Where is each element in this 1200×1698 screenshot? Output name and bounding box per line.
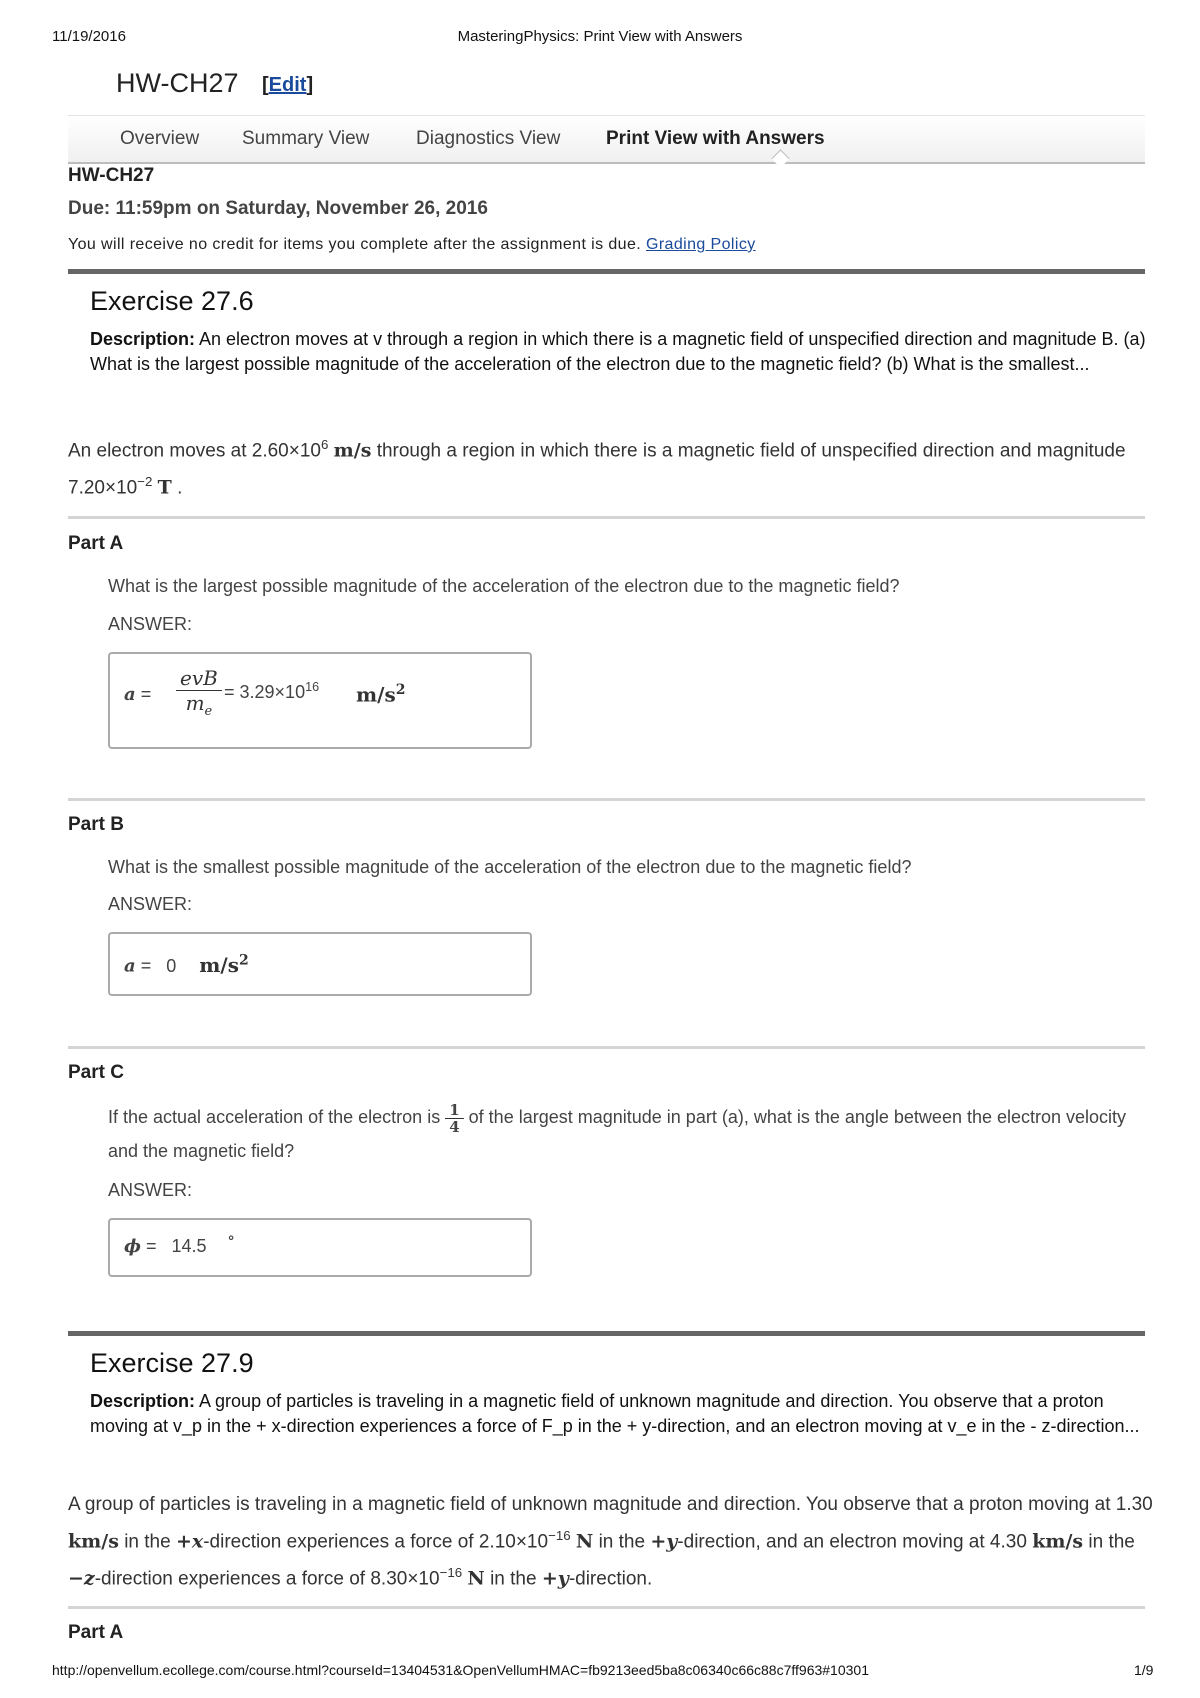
print-date: 11/19/2016 (52, 28, 126, 45)
edit-bracket-close: ] (306, 74, 314, 96)
part-b-answer-box (108, 932, 532, 996)
part-b-answer: a = 0 $m/s^2$ (124, 952, 249, 977)
unit-tesla: T (157, 476, 172, 499)
exercise-description (90, 327, 1150, 377)
part-a-label: Part A (68, 1622, 124, 1643)
part-c-label: Part C (68, 1062, 124, 1083)
part-a-answer-box (108, 652, 532, 749)
exercise-problem-text: An electron moves at $2.60\times 10^6$ m/s through a region in which there is a magnetic field of unspecified direction and magnitude $7.20\times 10^{-2}$ T . (68, 437, 1126, 499)
description-text: A group of particles is traveling in a magnetic field of unknown magnitude and direction. You observe that a proton moving at v_p in the + x-direction experiences a force of F_p in the + y-direction, and an electron moving at v_e in the - z-direction... (90, 1391, 1140, 1436)
grading-policy-link[interactable]: Grading Policy (645, 236, 756, 253)
edit-link[interactable]: Edit (268, 74, 307, 96)
description-label: Description: (90, 1391, 196, 1411)
active-tab-indicator (771, 149, 789, 167)
part-a-value: = $3.29\times 10^{16}$ (224, 680, 320, 702)
assignment-name: HW-CH27 (68, 165, 155, 186)
divider (68, 1331, 1145, 1336)
description-text: An electron moves at v through a region in which there is a magnetic field of unspecified direction and magnitude B. (a) What is the largest possible magnitude of the acceleration of the electron due to the magnetic field? (b) What is the smallest... (90, 329, 1146, 374)
divider (68, 1046, 1145, 1049)
divider (68, 798, 1145, 801)
edit-link-group (262, 74, 313, 97)
view-tabs (68, 115, 1145, 164)
exercise-problem-text: A group of particles is traveling in a magnetic field of unknown magnitude and direction. You observe that a proton moving at 1.30 km/s in the +x-direction experiences a force of $2.10\times 10^{-16}$ N in the +y-direction, and an electron moving at 4.30 km/s in the −z-direction experiences a force of $8.30\times 10^{-16}$ N in the +y-direction. (68, 1494, 1153, 1590)
exercise-title: Exercise 27.9 (90, 1348, 254, 1378)
description-label: Description: (90, 329, 196, 349)
part-b-answer-label: ANSWER: (108, 894, 193, 914)
tab-overview[interactable]: Overview (120, 128, 200, 149)
unit-velocity: m/s (333, 439, 372, 462)
edit-bracket-open: [ (262, 74, 269, 96)
part-a-unit: $m/s^2$ (356, 682, 406, 707)
part-c-answer-label: ANSWER: (108, 1180, 193, 1200)
due-date: Due: 11:59pm on Saturday, November 26, 2016 (68, 198, 488, 219)
tab-diagnostics-view[interactable]: Diagnostics View (416, 128, 561, 149)
part-a-fraction: $\frac{\text{evB}}{m_e}$ (176, 666, 222, 719)
divider (68, 269, 1145, 274)
part-c-question: If the actual acceleration of the electron is $\frac{1}{4}$ of the largest magnitude in part (a), what is the angle between the electron velocity and the magnetic field? (108, 1100, 1127, 1161)
exercise-title: Exercise 27.6 (90, 286, 254, 316)
credit-note (68, 236, 756, 254)
page-number: 1/9 (1134, 1662, 1154, 1678)
part-c-answer: ϕ = 14.5 ° (124, 1234, 235, 1257)
part-b-label: Part B (68, 814, 124, 835)
exercise-description (90, 1389, 1150, 1439)
divider (68, 1606, 1145, 1609)
print-title: MasteringPhysics: Print View with Answers (457, 28, 743, 45)
assignment-title: HW-CH27 (116, 68, 239, 98)
part-a-answer: a = (124, 684, 152, 705)
part-b-question: What is the smallest possible magnitude of the acceleration of the electron due to the magnetic field? (108, 857, 912, 877)
tab-print-view-with-answers[interactable]: Print View with Answers (606, 128, 825, 149)
credit-note-text: You will receive no credit for items you complete after the assignment is due. (68, 236, 642, 253)
tab-summary-view[interactable]: Summary View (242, 128, 370, 149)
part-a-label: Part A (68, 533, 124, 554)
part-c-answer-box (108, 1218, 532, 1277)
print-url: http://openvellum.ecollege.com/course.html?courseId=13404531&OpenVellumHMAC=fb9213eed5ba8c06340c66c88c7ff963#10301 (52, 1662, 869, 1678)
part-a-answer-label: ANSWER: (108, 614, 193, 634)
part-a-question: What is the largest possible magnitude of the acceleration of the electron due to the magnetic field? (108, 576, 900, 596)
divider (68, 516, 1145, 519)
